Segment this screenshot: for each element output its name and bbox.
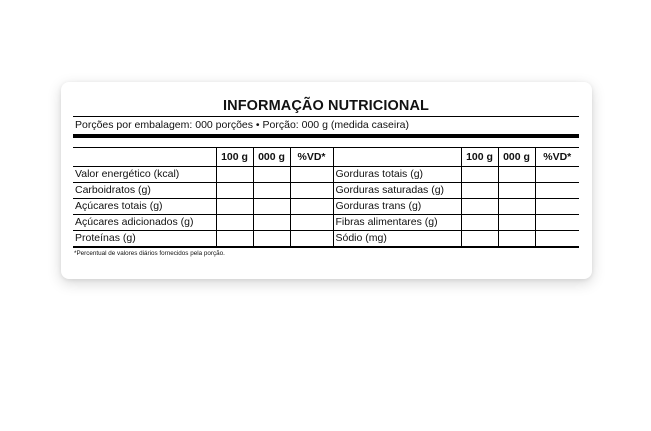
value-cell xyxy=(535,167,579,183)
nutrient-label: Valor energético (kcal) xyxy=(73,167,216,183)
value-cell xyxy=(216,199,253,215)
value-cell xyxy=(535,183,579,199)
column-header: 100 g xyxy=(216,148,253,167)
nutrient-label: Gorduras totais (g) xyxy=(333,167,461,183)
portion-line: Porções por embalagem: 000 porções • Porção: 000 g (medida caseira) xyxy=(75,119,410,131)
nutrition-label xyxy=(73,96,579,257)
value-cell xyxy=(535,215,579,231)
value-cell xyxy=(461,183,498,199)
value-cell xyxy=(498,199,535,215)
value-cell xyxy=(253,167,290,183)
value-cell xyxy=(535,231,579,248)
nutrient-label: Fibras alimentares (g) xyxy=(333,215,461,231)
value-cell xyxy=(498,167,535,183)
column-header: 100 g xyxy=(461,148,498,167)
nutrient-label: Gorduras saturadas (g) xyxy=(333,183,461,199)
value-cell xyxy=(216,183,253,199)
value-cell xyxy=(498,183,535,199)
value-cell xyxy=(290,231,333,248)
value-cell xyxy=(253,199,290,215)
column-header: %VD* xyxy=(535,148,579,167)
nutrient-label: Gorduras trans (g) xyxy=(333,199,461,215)
nutrient-label: Açúcares adicionados (g) xyxy=(73,215,216,231)
table-row xyxy=(73,183,579,199)
nutrient-label: Proteínas (g) xyxy=(73,231,216,248)
value-cell xyxy=(290,199,333,215)
column-header: 000 g xyxy=(253,148,290,167)
column-header: 000 g xyxy=(498,148,535,167)
value-cell xyxy=(290,183,333,199)
nutrition-table xyxy=(73,147,579,248)
nutrient-label: Sódio (mg) xyxy=(333,231,461,248)
value-cell xyxy=(253,183,290,199)
value-cell xyxy=(498,215,535,231)
value-cell xyxy=(498,231,535,248)
value-cell xyxy=(216,215,253,231)
value-cell xyxy=(461,167,498,183)
table-row xyxy=(73,215,579,231)
footnote: *Percentual de valores diários fornecidos pela porção. xyxy=(74,250,225,257)
table-row xyxy=(73,167,579,183)
column-header: %VD* xyxy=(290,148,333,167)
value-cell xyxy=(461,215,498,231)
table-row xyxy=(73,231,579,248)
value-cell xyxy=(253,215,290,231)
nutrient-label: Açúcares totais (g) xyxy=(73,199,216,215)
value-cell xyxy=(461,199,498,215)
value-cell xyxy=(535,199,579,215)
table-header-row xyxy=(73,148,579,167)
value-cell xyxy=(253,231,290,248)
nutrition-label-card xyxy=(61,82,592,279)
value-cell xyxy=(461,231,498,248)
table-row xyxy=(73,199,579,215)
nutrient-label: Carboidratos (g) xyxy=(73,183,216,199)
label-title: INFORMAÇÃO NUTRICIONAL xyxy=(73,96,579,117)
value-cell xyxy=(290,215,333,231)
value-cell xyxy=(290,167,333,183)
value-cell xyxy=(216,231,253,248)
value-cell xyxy=(216,167,253,183)
